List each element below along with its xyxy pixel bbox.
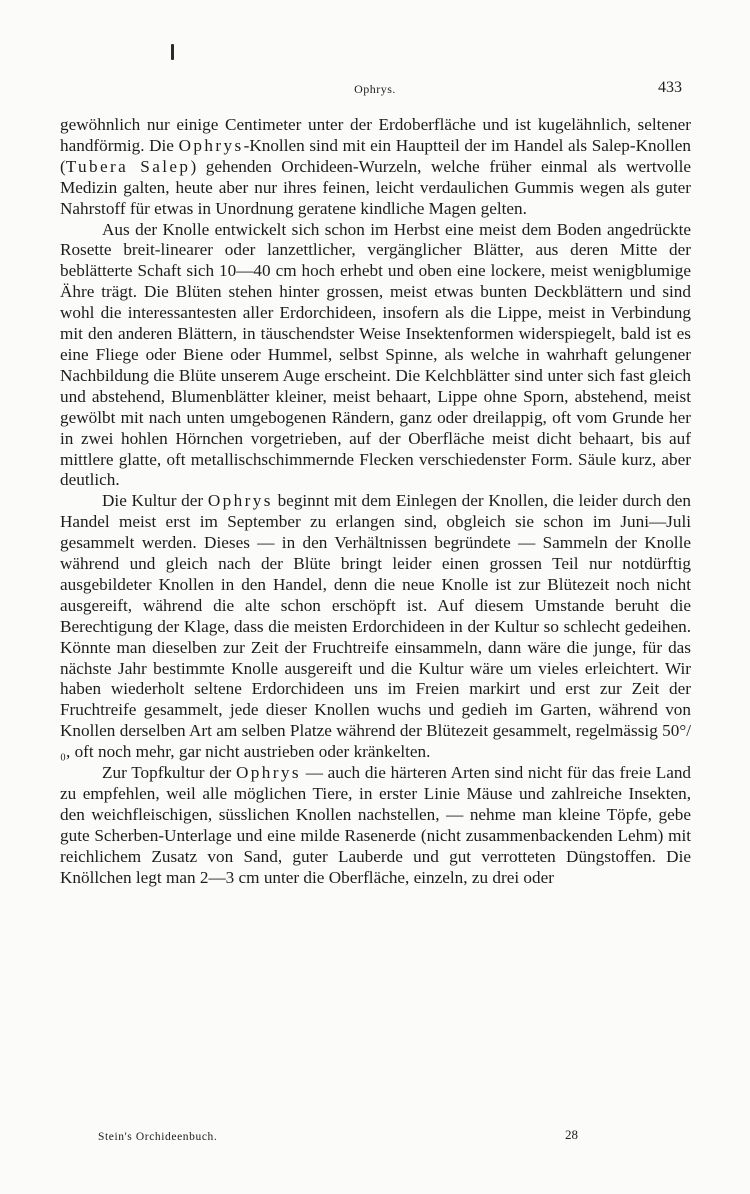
spaced-term: Ophrys: [235, 763, 301, 783]
running-title: Ophrys.: [354, 82, 396, 96]
text-run: Aus der Knolle entwickelt sich schon im Herbst eine meist dem Boden angedrückte Rosette breit-linearer oder lanzettlicher, vergänglicher Blätter, aus deren Mitte der beblätterte Schaft sich 10—40 cm hoch erhebt und oben eine lockere, meist wenigblumige Ähre trägt. Die Blüten stehen hinter grossen, meist etwas bunten Deckblättern und sind wohl die interessantesten aller Erdorchideen, insofern als die Lippe, meist in Verbindung mit den anderen Blättern, in täuschendster Weise Insektenformen widerspiegelt, bald ist es eine Fliege oder Biene oder Hummel, selbst Spinne, als welche in wahrhaft gelungener Nachbildung die Blüte unserem Auge erscheint. Die Kelchblätter sind unter sich fast gleich und abstehend, Blumenblätter kleiner, meist behaart, Lippe ohne Sporn, abstehend, meist gewölbt mit nach unten umgebogenen Rändern, ganz oder dreilappig, oft vom Grunde her in zwei hohlen Hörnchen vorgetrieben, auf der Oberfläche meist dicht behaart, bis auf mittlere glatte, oft metallischschimmernde Flecken verschiedenster Form. Säule kurz, aber deutlich.: [60, 219, 691, 490]
text-run: ) gehenden Orchideen-Wurzeln, welche früher einmal als wertvolle Medizin galten, heute aber nur ihres feinen, leicht verdaulichen Gummis wegen als guter Nahrstoff für etwas in Unordnung geratene kindliche Magen gelten.: [60, 156, 691, 218]
text-run: Zur Topfkultur der: [102, 763, 236, 783]
paragraph: [60, 763, 691, 888]
spaced-term: Ophrys: [178, 135, 244, 155]
text-run: -Knollen sind mit ein Hauptteil der im Handel als Salep-Knollen (: [60, 135, 691, 176]
page-number: 433: [658, 79, 682, 96]
footer-book-title: Stein's Orchideenbuch.: [98, 1131, 218, 1143]
body-text: [60, 115, 691, 889]
spaced-term: Tubera Salep: [65, 156, 191, 176]
text-run: gewöhnlich nur einige Centimeter unter der Erdoberfläche und ist kugelähnlich, seltener handförmig. Die: [60, 115, 691, 155]
text-run: — auch die härteren Arten sind nicht für das freie Land zu empfehlen, weil alle möglichen Tiere, in erster Linie Mäuse und zahlreiche Insekten, den weichfleischigen, süsslichen Knollen nachstellen, — nehme man kleine Töpfe, gebe gute Scherben-Unterlage und eine milde Rasenerde (nicht zusammenbackenden Lehm) mit reichlichem Zusatz von Sand, guter Lauberde und gut verrotteten Düngstoffen. Die Knöllchen legt man 2—3 cm unter die Oberfläche, einzeln, zu drei oder: [60, 763, 692, 887]
ink-mark: [171, 44, 174, 60]
footer-signature: 28: [565, 1127, 578, 1142]
paragraph: [60, 220, 691, 492]
paragraph: [60, 115, 691, 220]
paragraph: [60, 491, 691, 763]
text-run: Die Kultur der: [102, 491, 208, 511]
text-run: beginnt mit dem Einlegen der Knollen, die leider durch den Handel meist erst im September zu erlangen sind, obgleich sie schon im Juni—Juli gesammelt werden. Dieses — in den Verhältnissen begründete — Sammeln der Knolle während und gleich nach der Blüte bringt leider einen grossen Teil nur notdürftig ausgebildeter Knollen in den Handel, denn die neue Knolle ist zur Blütezeit noch nicht ausgereift, während die alte schon erschöpft ist. Auf diesem Umstande beruht die Berechtigung der Klage, dass die meisten Erdorchideen in der Kultur so schlecht gedeihen. Könnte man dieselben zur Zeit der Fruchtreife einsammeln, dann wäre die junge, für das nächste Jahr bestimmte Knolle ausgereift und die Kultur wäre um vieles erleichtert. Wir haben wiederholt seltene Erdorchideen uns im Freien markirt und erst zur Zeit der Fruchtreife gesammelt, jede dieser Knollen wuchs und gedieh im Garten, während von Knollen derselben Art am selben Platze während der Blütezeit gesammelt, regelmässig 50°/₀, oft noch mehr, gar nicht austrieben oder kränkelten.: [60, 491, 692, 762]
spaced-term: Ophrys: [207, 491, 273, 511]
